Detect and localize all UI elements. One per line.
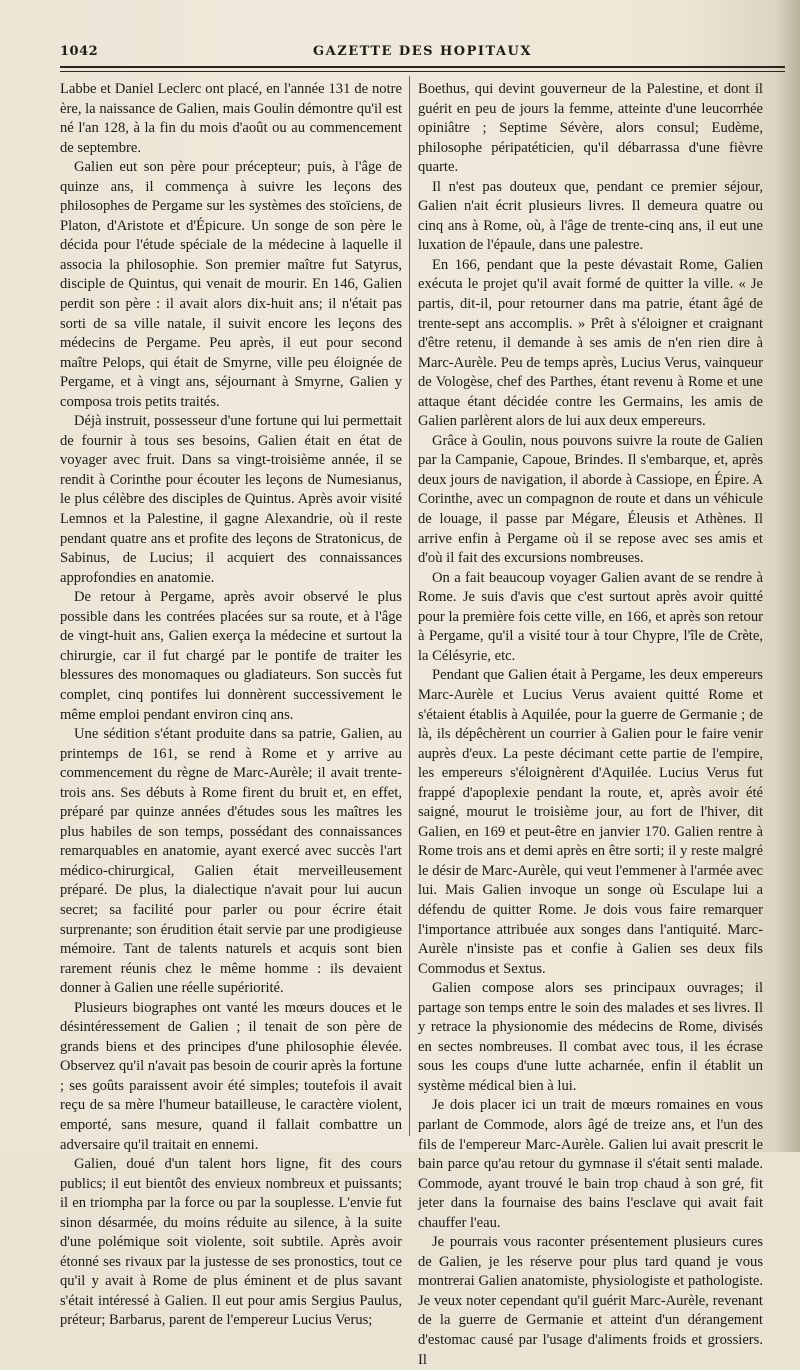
paragraph: Je dois placer ici un trait de mœurs romaines en vous parlant de Commode, alors âgé de treize ans, et l'un des fils de l'empereur Marc-Aurèle. Galien lui avait prescrit le bain parce qu'au retour du gymnase il s'était senti malade. Commode, ayant trouvé le bain trop chaud à son gré, fit jeter dans la fournaise des bains l'esclave qui avait fait chauffer l'eau. — [418, 1097, 763, 1231]
paragraph: En 166, pendant que la peste dévastait Rome, Galien exécuta le projet qu'il avait formé de quitter la ville. « Je partis, dit-il, pour retourner dans ma patrie, étant âgé de trente-sept ans accomplis. » Prêt à s'éloigner et craignant d'être retenu, il demande à ses amis de n'en rien dire à Marc-Aurèle. Peu de temps après, Lucius Verus, vainqueur de Vologèse, chef des Parthes, étant revenu à Rome et une attaque étant décidée contre les Germains, les amis de Galien parlèrent alors de lui aux deux empereurs. — [418, 256, 763, 430]
paragraph: Galien eut son père pour précepteur; puis, à l'âge de quinze ans, il commença à suivre les leçons des philosophes de Pergame sur les systèmes des stoïciens, de Platon, d'Aristote et d'Épicure. Un songe de son père le décida pour l'étude spéciale de la médecine à laquelle il associa la philosophie. Son premier maître fut Satyrus, disciple de Quintus, qui venait de mourir. En 146, Galien perdit son père : il avait alors dix-huit ans; il n'était pas sorti de sa ville natale, il suivit encore les leçons des médecins de Pergame. Peu après, il eut pour second maître Pelops, qui était de Smyrne, ville peu éloignée de Pergame, et à vingt ans, séjournant à Smyrne, Galien y composa trois petits traités. — [60, 159, 402, 410]
paragraph: Je pourrais vous raconter présentement plusieurs cures de Galien, je les réserve pour plus tard quand je vous montrerai Galien anatomiste, physiologiste et pathologiste. Je veux noter cependant qu'il guérit Marc-Aurèle, revenant de la guerre de Germanie et atteint d'un dérangement d'estomac causé par l'usage d'aliments froids et grossiers. Il — [418, 1234, 763, 1368]
paragraph: De retour à Pergame, après avoir observé le plus possible dans les contrées placées sur sa route, et à l'âge de vingt-huit ans, Galien exerça la médecine et surtout la chirurgie, car il fut chargé par le pontife de traiter les blessures des monomaques ou gladiateurs. Son succès fut complet, cinq pontifes lui donnèrent successivement le même emploi pendant environ cinq ans. — [60, 589, 402, 723]
header-rule-thick — [60, 66, 785, 68]
left-column — [60, 80, 402, 1329]
journal-title: GAZETTE DES HOPITAUX — [313, 44, 532, 59]
column-separator — [409, 76, 410, 1136]
right-column — [418, 80, 763, 1368]
paragraph: Labbe et Daniel Leclerc ont placé, en l'année 131 de notre ère, la naissance de Galien, mais Goulin démontre qu'il est né l'an 128, à la fin du mois d'août ou au commencement de septembre. — [60, 81, 402, 156]
paragraph: Plusieurs biographes ont vanté les mœurs douces et le désintéressement de Galien ; il tenait de son père de grands biens et des principes d'une philosophie élevée. Observez qu'il n'avait pas besoin de courir après la fortune ; ses goûts paraissent avoir été simples; toutefois il avait reçu de sa mère l'humeur batailleuse, le caractère violent, emporté, sans mesure, quand il fallait combattre un adversaire qu'il traitait en ennemi. — [60, 999, 402, 1153]
paragraph: Pendant que Galien était à Pergame, les deux empereurs Marc-Aurèle et Lucius Verus avaient quitté Rome et s'étaient établis à Aquilée, pour la guerre de Germanie ; de là, ils dépêchèrent un courrier à Galien pour le faire venir auprès d'eux. La peste décimant cette partie de l'empire, les empereurs s'éloignèrent d'Aquilée. Lucius Verus fut frappé d'apoplexie pendant la route, et, après avoir été saigné, mourut le troisième jour, au fort de l'hiver, dit Galien, en 169 et peut-être en janvier 170. Galien rentre à Rome trois ans et demi après en être sorti; il y reste malgré le désir de Marc-Aurèle, qui veut l'emmener à l'armée avec lui. Mais Galien invoque un songe où Esculape lui a défendu de quitter Rome. Je dois vous faire remarquer l'importance attribuée aux songes dans l'antiquité. Marc-Aurèle n'insiste pas et confie à Galien ses deux fils Commodus et Sextus. — [418, 667, 763, 977]
paragraph: Boethus, qui devint gouverneur de la Palestine, et dont il guérit en peu de jours la femme, atteinte d'une leucorrhée opiniâtre ; Septime Sévère, alors consul; Eudème, philosophe péripatéticien, qu'il débarrassa d'une fièvre quarte. — [418, 81, 763, 176]
paragraph: Une sédition s'étant produite dans sa patrie, Galien, au printemps de 161, se rend à Rome et y arrive au commencement du règne de Marc-Aurèle; il avait trente-trois ans. Ses débuts à Rome firent du bruit et, en effet, préparé par quinze années d'études sous les maîtres les plus habiles de son temps, possédant des connaissances remarquables en anatomie, ayant exercé avec succès l'art médico-chirurgical, Galien était merveilleusement préparé. De plus, la dialectique n'avait pour lui aucun secret; sa facilité pour parler ou pour écrire était surprenante; son érudition était servie par une prodigieuse mémoire. Tant de talents naturels et acquis sont bien rarement réunis chez le même homme : ils devaient donner à Galien une réelle supériorité. — [60, 726, 402, 997]
page-header — [60, 40, 785, 64]
page-number: 1042 — [60, 44, 99, 59]
paragraph: On a fait beaucoup voyager Galien avant de se rendre à Rome. Je suis d'avis que c'est surtout après avoir quitté pour la première fois cette ville, en 166, et après son retour à Pergame, qu'il a visité tour à tour Chypre, l'île de Crète, la Célésyrie, etc. — [418, 569, 763, 664]
paragraph: Grâce à Goulin, nous pouvons suivre la route de Galien par la Campanie, Capoue, Brindes. Il s'embarque, et, après deux jours de navigation, il aborde à Cassiope, en Épire. A Corinthe, avec un compagnon de route et dans un véhicule de louage, il passe par Mégare, Éleusis et Athènes. Il arrive enfin à Pergame où il se repose avec ses amis et d'où il fait des excursions nombreuses. — [418, 432, 763, 567]
paragraph: Galien, doué d'un talent hors ligne, fit des cours publics; il eut bientôt des envieux nombreux et puissants; il en triompha par la force ou par la souplesse. L'envie fut sinon désarmée, du moins réduite au silence, à la suite d'une polémique soit violente, soit subtile. Après avoir étonné ses rivaux par la justesse de ses pronostics, tout ce qu'il y avait à Rome de plus éminent et de plus savant s'était intéressé à Galien. Il eut pour amis Sergius Paulus, préteur; Barbarus, parent de l'empereur Lucius Verus; — [60, 1156, 402, 1329]
paragraph: Déjà instruit, possesseur d'une fortune qui lui permettait de fournir à tous ses besoins, Galien était en état de voyager avec fruit. Dans sa vingt-troisième année, il se rendit à Corinthe pour écouter les leçons de Numesianus, le plus célèbre des disciples de Quintus. Après avoir visité Lemnos et la Palestine, il gagne Alexandrie, où il reste pendant quatre ans et profite des leçons de Stratonicus, de Sabinus, de Lucius; il acquiert des connaissances approfondies en anatomie. — [60, 413, 402, 586]
header-rule-thin — [60, 71, 785, 72]
paragraph: Galien compose alors ses principaux ouvrages; il partage son temps entre le soin des malades et ses livres. Il y retrace la physionomie des médecins de Rome, divisés en sectes nombreuses. Il combat avec tous, il les écrase sous les coups d'une lutte acharnée, enfin il établit un système médical bien à lui. — [418, 980, 763, 1094]
paragraph: Il n'est pas douteux que, pendant ce premier séjour, Galien n'ait écrit plusieurs livres. Il demeura quatre ou cinq ans à Rome, où, à l'âge de trente-cinq ans, il eut une luxation de l'épaule, dans une palestre. — [418, 178, 763, 254]
